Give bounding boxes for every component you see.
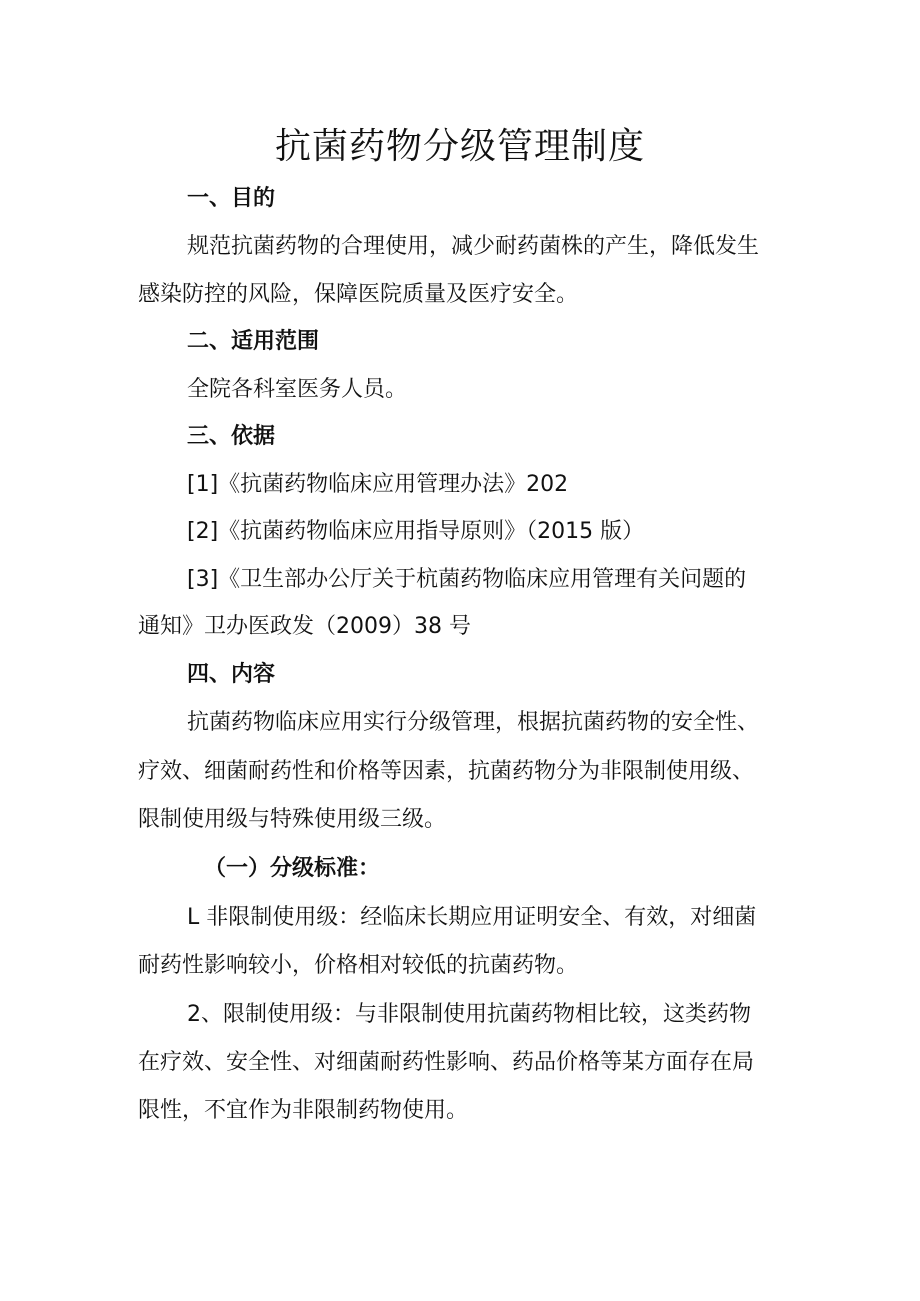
reference-item: [3]《卫生部办公厅关于杭菌药物临床应用管理有关问题的: [187, 567, 747, 592]
list-item-continued: 耐药性影响较小，价格相对较低的抗菌药物。: [138, 953, 579, 978]
paragraph-line: 抗菌药物临床应用实行分级管理，根据抗菌药物的安全性、: [187, 710, 760, 735]
reference-item: [1]《抗菌药物临床应用管理办法》202: [187, 472, 569, 497]
list-item: 2、限制使用级：与非限制使用抗菌药物相比较，这类药物: [187, 1002, 751, 1027]
reference-item-continued: 通知》卫办医政发（2009）38 号: [138, 614, 471, 639]
list-item: L 非限制使用级：经临床长期应用证明安全、有效，对细菌: [187, 905, 757, 930]
paragraph-line: 疗效、细菌耐药性和价格等因素，抗菌药物分为非限制使用级、: [138, 759, 755, 784]
list-item-continued: 在疗效、安全性、对细菌耐药性影响、药品价格等某方面存在局: [138, 1050, 755, 1075]
subsection-heading: （一）分级标准：: [204, 856, 381, 881]
section-heading-content: 四、内容: [187, 662, 276, 687]
document-title: 抗菌药物分级管理制度: [274, 126, 645, 167]
section-heading-basis: 三、依据: [187, 424, 276, 449]
section-heading-purpose: 一、目的: [187, 186, 276, 211]
paragraph-line: 感染防控的风险，保障医院质量及医疗安全。: [138, 282, 579, 307]
paragraph-line: 限制使用级与特殊使用级三级。: [138, 807, 447, 832]
section-heading-scope: 二、适用范围: [187, 329, 320, 354]
paragraph-line: 全院各科室医务人员。: [187, 377, 408, 402]
list-item-continued: 限性，不宜作为非限制药物使用。: [138, 1098, 469, 1123]
reference-item: [2]《抗菌药物临床应用指导原则》（2015 版）: [187, 519, 645, 544]
paragraph-line: 规范抗菌药物的合理使用，减少耐药菌株的产生，降低发生: [187, 234, 760, 259]
